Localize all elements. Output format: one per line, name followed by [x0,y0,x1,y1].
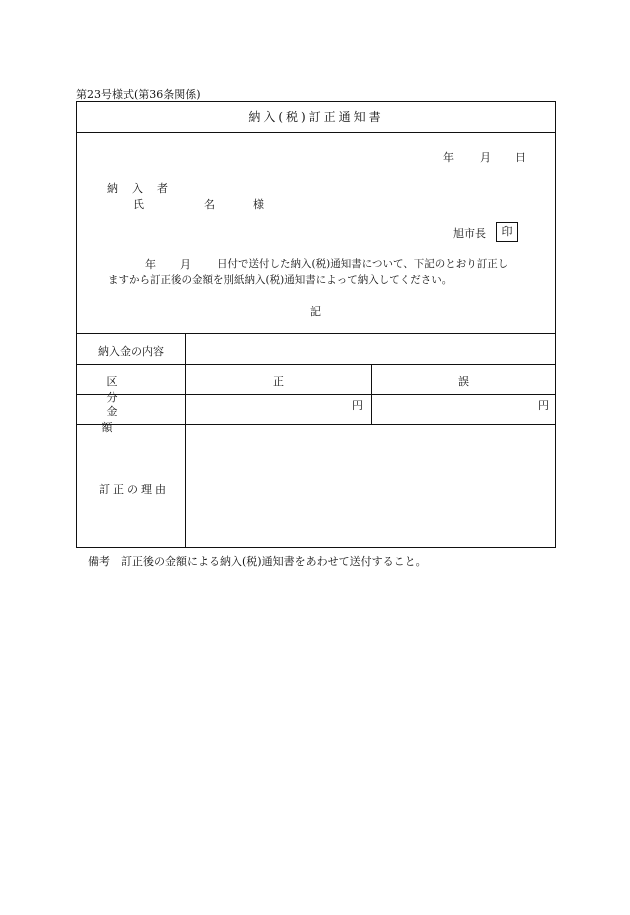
correction-table [77,333,555,547]
payer-name-second: 名 [204,198,215,211]
seal-stamp-box: 印 [496,222,518,242]
content-label: 納入金の内容 [98,345,164,358]
wrong-label: 誤 [458,375,469,388]
date-year: 年 [443,151,454,164]
form-number: 第23号様式(第36条関係) [76,88,201,101]
amount-label: 金額 [101,405,166,434]
form-frame [76,101,556,548]
body-year: 年 [145,258,156,271]
body-line1: 日付で送付した納入(税)通知書について、下記のとおり訂正し [217,258,509,270]
payer-label: 納入者 [107,182,182,195]
reason-label: 訂正の理由 [99,483,169,496]
yen-wrong: 円 [538,399,549,412]
form-title: 納入(税)訂正通知書 [77,102,555,133]
footnote: 備考 訂正後の金額による納入(税)通知書をあわせて送付すること。 [88,555,427,568]
category-label-text: 区分 [106,375,166,404]
amount-label-cell [77,403,185,435]
date-day: 日 [515,151,526,164]
body-month: 月 [180,258,191,271]
category-label-cell [77,373,185,405]
category-label [91,373,171,405]
row-divider [77,364,555,365]
yen-correct: 円 [352,399,363,412]
body-line2: ますから訂正後の金額を別紙納入(税)通知書によって納入してください。 [108,274,453,286]
date-month: 月 [480,151,491,164]
ki-label: 記 [310,305,321,318]
correct-label: 正 [273,375,284,388]
payer-honorific: 様 [253,198,264,211]
payer-name-first: 氏 [133,198,144,211]
column-divider [185,334,186,548]
issuer-name: 旭市長 [453,227,486,240]
